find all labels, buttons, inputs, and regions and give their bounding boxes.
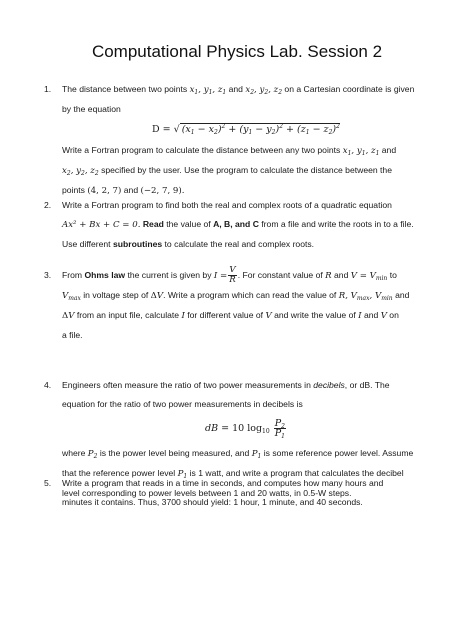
q4-line-2: equation for the ratio of two power measurements in decibels is [62, 399, 303, 409]
question-number: 2. [44, 200, 52, 210]
q5-line-2: minutes it contains. Thus, 3700 should yield: 1 hour, 1 minute, and 40 seconds. [62, 497, 363, 507]
q4-line-3: where $P_2$ is the power level being measured, and $P_1$ is some reference power level. Assume [62, 448, 414, 460]
q2-line-1: Write a Fortran program to find both the real and complex roots of a quadratic equation [62, 200, 392, 210]
q3-line-2: $V_{max}$ in voltage step of ΔV. Write a program which can read the value of R, $V_{max}$, $V_{min}$ and [62, 290, 410, 302]
question-number: 4. [44, 380, 52, 390]
q3-line-4: a file. [62, 330, 83, 340]
q5-line-1: Write a program that reads in a time in seconds, and computes how many hours and [62, 478, 384, 488]
question-number: 3. [44, 270, 52, 280]
q1-line-5: points (4, 2, 7) and (−2, 7, 9). [62, 185, 185, 196]
question-5 [44, 474, 430, 512]
q1-line-4: $x_2$, $y_2$, $z_2$ specified by the user. Use the program to calculate the distance between the [62, 165, 392, 177]
question-number: 1. [44, 84, 52, 94]
question-1 [44, 80, 430, 201]
q3-line-3: ΔV from an input file, calculate I for different value of V and write the value of I and V on [62, 310, 399, 321]
decibel-equation: dB = 10 $\log_{10}$ $\frac{P_2}{P_1}$ [205, 418, 285, 440]
q1-line-3: Write a Fortran program to calculate the distance between any two points $x_1$, $y_1$, $z_1$ and [62, 145, 397, 157]
page-title: Computational Physics Lab. Session 2 [91, 42, 383, 61]
q2-line-2: Ax² + Bx + C = 0. Read the value of A, B, and C from a file and write the roots in to a file. [62, 219, 414, 230]
q1-line-2: by the equation [62, 104, 121, 114]
q4-line-5: level corresponding to power levels between 1 and 20 watts, in 0.5-W steps. [62, 488, 352, 498]
question-number: 5. [44, 478, 52, 488]
distance-equation: D = √ $(x_1 - x_2)^2 + (y_1 - y_2)^2 + (z_1 - z_2)^2$ [152, 123, 340, 136]
q4-line-4: that the reference power level $P_1$ is 1 watt, and write a program that calculates the decibel [62, 468, 404, 480]
q3-line-1: From Ohms law the current is given by I = $\frac{V}{R}$ . For constant value of R and $V = V_{min}$ to [62, 265, 397, 286]
q2-line-3: Use different subroutines to calculate the real and complex roots. [62, 239, 315, 249]
question-2 [44, 196, 430, 254]
question-3 [44, 265, 430, 345]
q4-line-1: Engineers often measure the ratio of two power measurements in decibels, or dB. The [62, 380, 390, 390]
q1-line-1: The distance between two points $x_1$, $y_1$, $z_1$ and $x_2$, $y_2$, $z_2$ on a Cartesian coordinate is given [62, 84, 415, 96]
